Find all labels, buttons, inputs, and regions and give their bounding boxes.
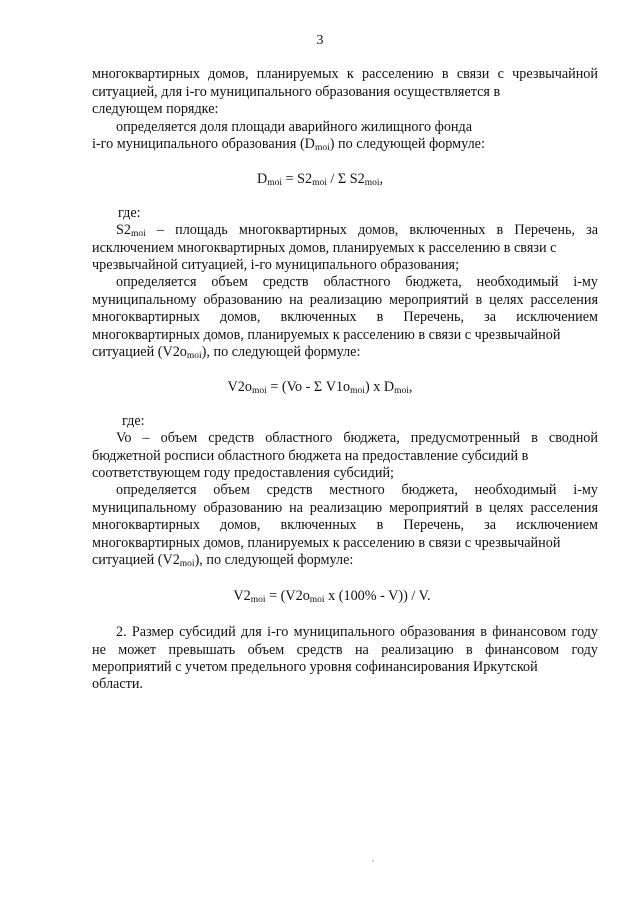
where-label-2: где: [122,413,145,429]
share-text-pre: i-го муниципального образования (D [92,136,315,152]
formula1-lhs: D [256,171,268,187]
s2-text: – площадь многоквартирных домов, включенных в Перечень, за исключением многоквартирных домов, планируемых к расселению в связи с [92,222,598,256]
formula3-a-sub: moi [250,595,266,605]
paragraph-intro-end-text: следующем порядке: [92,101,219,117]
page-number: 3 [316,33,324,48]
formula2-b: = (Vo - Σ V1o [266,379,351,395]
paragraph-subsidy-size [92,624,598,677]
paragraph-vo-text: Vo – объем средств областного бюджета, предусмотренный в сводной бюджетной росписи областного бюджета на предоставление субсидий в [92,430,598,464]
paragraph-regional-text: определяется объем средств областного бюджета, необходимый i-му муниципальному образованию на реализацию мероприятий в целях расселения многоквартирных домов, включенных в Перечень, за исключением многоквартирных домов, планируемых к расселению в связи с чрезвычайной [92,274,598,343]
formula-regional [0,379,640,397]
formula2-a-sub: moi [251,386,267,396]
formula3-c: x (100% - V)) / V. [324,588,431,604]
formula2-a: V2o [227,379,252,395]
paragraph-s2 [92,222,598,257]
formula2-c-sub: moi [394,386,409,396]
formula3-b: = (V2o [265,588,310,604]
share-text-post: ) по следующей формуле: [329,136,485,152]
formula-local [12,588,640,606]
scan-speck [372,860,374,862]
paragraph-intro-end [92,101,598,119]
paragraph-subsidy-size-end [92,676,598,694]
formula2-b-sub: moi [350,386,365,396]
paragraph-subsidy-size-end-text: области. [92,676,143,692]
where-label-1: где: [118,205,141,221]
formula2-c: ) x D [364,379,395,395]
paragraph-intro-text: многоквартирных домов, планируемых к расселению в связи с чрезвычайной ситуацией, для i-го муниципального образования осуществляется в [92,66,598,100]
formula-share [0,171,640,189]
formula3-b-sub: moi [309,595,325,605]
s2-subscript: moi [130,229,146,239]
paragraph-s2-end-text: чрезвычайной ситуацией, i-го муниципального образования; [92,257,460,273]
paragraph-local [92,482,598,552]
paragraph-s2-end [92,257,598,275]
formula1-mid-sub: moi [312,178,327,188]
share-subscript: moi [314,143,330,153]
formula1-mid: = S2 [282,171,313,187]
formula1-rhs: / Σ S2 [326,171,365,187]
paragraph-intro [92,66,598,101]
paragraph-share [92,119,598,137]
formula1-end: , [379,171,384,187]
paragraph-vo-end [92,465,598,483]
paragraph-share-text: определяется доля площади аварийного жилищного фонда [116,119,473,135]
formula2-end: , [408,379,413,395]
paragraph-vo-end-text: соответствующем году предоставления субсидий; [92,465,394,481]
paragraph-vo [92,430,598,465]
paragraph-local-end [92,552,598,570]
paragraph-regional [92,274,598,344]
paragraph-local-text: определяется объем средств местного бюджета, необходимый i-му муниципальному образованию на реализацию мероприятий в целях расселения многоквартирных домов, включенных в Перечень, за исключением многоквартирных домов, планируемых к расселению в связи с чрезвычайной [92,482,598,551]
local-text-post: ), по следующей формуле: [194,552,354,568]
formula1-rhs-sub: moi [364,178,380,188]
paragraph-subsidy-size-text: 2. Размер субсидий для i-го муниципального образования в финансовом году не может превышать объем средств на реализацию в финансовом году мероприятий с учетом предельного уровня софинансирования Иркутской [92,624,598,675]
s2-symbol: S2 [116,222,131,238]
regional-text-pre: ситуацией (V2o [92,344,187,360]
paragraph-share-end [92,136,598,154]
local-text-pre: ситуацией (V2 [92,552,180,568]
regional-text-post: ), по следующей формуле: [201,344,361,360]
local-subscript: moi [179,559,195,569]
formula1-lhs-sub: moi [267,178,282,188]
paragraph-regional-end [92,344,598,362]
formula3-a: V2 [233,588,251,604]
regional-subscript: moi [186,351,202,361]
